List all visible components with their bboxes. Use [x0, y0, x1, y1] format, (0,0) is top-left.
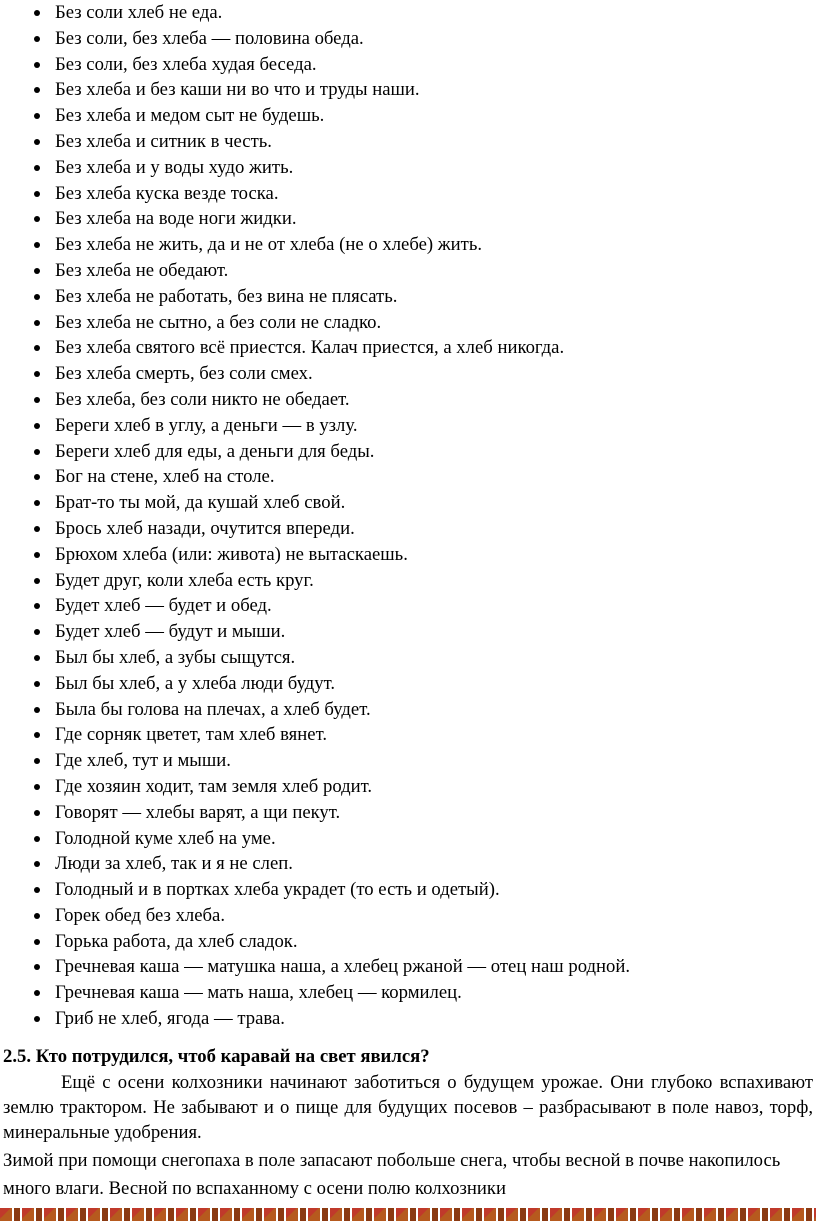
list-item: Был бы хлеб, а зубы сыщутся. [0, 645, 816, 671]
list-item: Без хлеба, без соли никто не обедает. [0, 387, 816, 413]
list-item: Гречневая каша — матушка наша, а хлебец ржаной — отец наш родной. [0, 954, 816, 980]
list-item: Горька работа, да хлеб сладок. [0, 929, 816, 955]
list-item: Гречневая каша — мать наша, хлебец — кормилец. [0, 980, 816, 1006]
section-heading: 2.5. Кто потрудился, чтоб каравай на свет явился? [3, 1046, 430, 1067]
list-item: Без соли, без хлеба — половина обеда. [0, 26, 816, 52]
list-item: Брось хлеб назади, очутится впереди. [0, 516, 816, 542]
list-item: Без хлеба не обедают. [0, 258, 816, 284]
list-item: Без хлеба и без каши ни во что и труды наши. [0, 77, 816, 103]
list-item: Где хлеб, тут и мыши. [0, 748, 816, 774]
list-item: Без хлеба не работать, без вина не плясать. [0, 284, 816, 310]
list-item: Была бы голова на плечах, а хлеб будет. [0, 697, 816, 723]
list-item: Без хлеба и медом сыт не будешь. [0, 103, 816, 129]
list-item: Без хлеба смерть, без соли смех. [0, 361, 816, 387]
list-item: Голодный и в портках хлеба украдет (то есть и одетый). [0, 877, 816, 903]
list-item: Был бы хлеб, а у хлеба люди будут. [0, 671, 816, 697]
decorative-border [0, 1208, 816, 1221]
list-item: Где сорняк цветет, там хлеб вянет. [0, 722, 816, 748]
list-item: Береги хлеб в углу, а деньги — в узлу. [0, 413, 816, 439]
list-item: Гриб не хлеб, ягода — трава. [0, 1006, 816, 1032]
list-item: Брат-то ты мой, да кушай хлеб свой. [0, 490, 816, 516]
list-item: Без хлеба куска везде тоска. [0, 181, 816, 207]
list-item: Бог на стене, хлеб на столе. [0, 464, 816, 490]
list-item: Брюхом хлеба (или: живота) не вытаскаешь. [0, 542, 816, 568]
section-paragraph-1: Ещё с осени колхозники начинают заботиться о будущем урожае. Они глубоко вспахивают землю трактором. Не забывают и о пище для будущих посевов – разбрасывают в поле навоз, торф, минеральные удобрения. [3, 1072, 813, 1143]
list-item: Люди за хлеб, так и я не слеп. [0, 851, 816, 877]
list-item: Без хлеба не жить, да и не от хлеба (не о хлебе) жить. [0, 232, 816, 258]
list-item: Береги хлеб для еды, а деньги для беды. [0, 439, 816, 465]
list-item: Где хозяин ходит, там земля хлеб родит. [0, 774, 816, 800]
list-item: Говорят — хлебы варят, а щи пекут. [0, 800, 816, 826]
list-item: Без хлеба не сытно, а без соли не сладко. [0, 310, 816, 336]
list-item: Будет хлеб — будут и мыши. [0, 619, 816, 645]
list-item: Горек обед без хлеба. [0, 903, 816, 929]
list-item: Без соли, без хлеба худая беседа. [0, 52, 816, 78]
list-item: Будет хлеб — будет и обед. [0, 593, 816, 619]
section-paragraph-2: Зимой при помощи снегопаха в поле запасают побольше снега, чтобы весной в почве накопилось много влаги. Весной по вспаханному с осени полю колхозники [3, 1150, 781, 1199]
list-item: Без хлеба и ситник в честь. [0, 129, 816, 155]
list-item: Голодной куме хлеб на уме. [0, 826, 816, 852]
list-item: Будет друг, коли хлеба есть круг. [0, 568, 816, 594]
list-item: Без хлеба и у воды худо жить. [0, 155, 816, 181]
list-item: Без соли хлеб не еда. [0, 0, 816, 26]
list-item: Без хлеба на воде ноги жидки. [0, 206, 816, 232]
list-item: Без хлеба святого всё приестся. Калач приестся, а хлеб никогда. [0, 335, 816, 361]
